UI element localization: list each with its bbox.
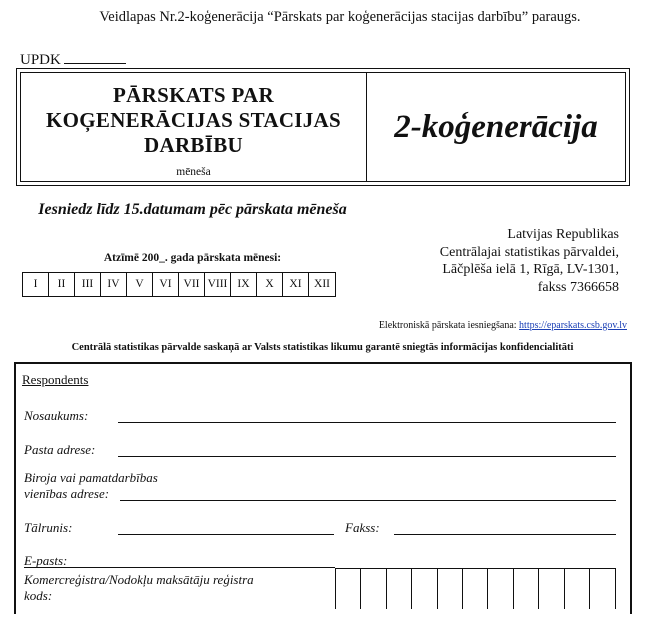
name-label: Nosaukums: xyxy=(24,408,89,423)
month-box-6[interactable]: VI xyxy=(153,273,179,296)
udpk-input-line[interactable] xyxy=(64,50,126,64)
registry-code-cell[interactable] xyxy=(438,569,463,609)
registry-code-cell[interactable] xyxy=(336,569,361,609)
registry-code-boxes xyxy=(335,568,616,609)
month-box-3[interactable]: III xyxy=(75,273,101,296)
month-box-5[interactable]: V xyxy=(127,273,153,296)
fax-field[interactable] xyxy=(394,534,616,535)
confidentiality-statement: Centrālā statistikas pārvalde saskaņā ar Valsts statistikas likumu garantē sniegtās informācijas konfidencialitāti xyxy=(71,342,574,353)
month-box-9[interactable]: IX xyxy=(231,273,257,296)
month-box-11[interactable]: XI xyxy=(283,273,309,296)
recipient-line-2: Centrālajai statistikas pārvaldei, xyxy=(439,244,619,260)
email-label: E-pasts: xyxy=(24,553,68,568)
recipient-address xyxy=(440,226,619,296)
registry-code-cell[interactable] xyxy=(539,569,564,609)
registry-code-cell[interactable] xyxy=(514,569,539,609)
eparskats-link[interactable]: https://eparskats.csb.gov.lv xyxy=(519,320,627,331)
month-selector xyxy=(22,272,336,297)
title-box-inner xyxy=(20,72,626,182)
postal-address-label: Pasta adrese: xyxy=(24,442,96,457)
month-box-7[interactable]: VII xyxy=(179,273,205,296)
udpk-label: UPDK xyxy=(20,52,61,68)
registry-code-cell[interactable] xyxy=(412,569,437,609)
recipient-line-1: Latvijas Republikas xyxy=(507,227,619,242)
registry-code-cell[interactable] xyxy=(361,569,386,609)
registry-code-label-line2: kods: xyxy=(24,588,53,603)
report-title: PĀRSKATS PAR KOĢENERĀCIJAS STACIJAS DARBĪBU xyxy=(45,83,342,157)
office-address-label-line2: vienības adrese: xyxy=(24,486,110,501)
email-field[interactable] xyxy=(24,567,335,568)
form-code: 2-koģenerācija xyxy=(394,108,598,145)
title-box xyxy=(16,68,630,186)
name-field[interactable] xyxy=(118,422,616,423)
postal-address-field[interactable] xyxy=(118,456,616,457)
udpk-field xyxy=(20,50,126,69)
title-left-panel xyxy=(21,73,367,181)
registry-code-label-line1: Komercreģistra/Nodokļu maksātāju reģistra xyxy=(24,572,254,587)
registry-code-cell[interactable] xyxy=(463,569,488,609)
electronic-submission xyxy=(379,320,627,331)
phone-label: Tālrunis: xyxy=(24,520,73,535)
respondent-heading: Respondents xyxy=(22,372,89,387)
registry-code-cell[interactable] xyxy=(387,569,412,609)
registry-code-cell[interactable] xyxy=(590,569,615,609)
recipient-line-4: fakss 7366658 xyxy=(537,279,619,295)
month-box-4[interactable]: IV xyxy=(101,273,127,296)
month-box-1[interactable]: I xyxy=(23,273,49,296)
report-period: mēneša xyxy=(176,166,211,178)
office-address-field[interactable] xyxy=(120,500,616,501)
month-box-10[interactable]: X xyxy=(257,273,283,296)
form-sample-note: Veidlapas Nr.2-koģenerācija “Pārskats par koģenerācijas stacijas darbību” paraugs. xyxy=(99,9,581,25)
office-address-label-line1: Biroja vai pamatdarbības xyxy=(24,470,158,485)
fax-label: Fakss: xyxy=(345,520,380,535)
registry-code-cell[interactable] xyxy=(488,569,513,609)
month-box-12[interactable]: XII xyxy=(314,278,330,290)
month-box-2[interactable]: II xyxy=(49,273,75,296)
electronic-submission-label: Elektroniskā pārskata iesniegšana: xyxy=(378,320,517,331)
registry-code-cell[interactable] xyxy=(565,569,590,609)
phone-field[interactable] xyxy=(118,534,334,535)
month-mark-instruction: Atzīmē 200_. gada pārskata mēnesi: xyxy=(103,252,282,264)
submission-deadline: Iesniedz līdz 15.datumam pēc pārskata mēneša xyxy=(38,201,347,218)
month-box-8[interactable]: VIII xyxy=(205,273,231,296)
recipient-line-3: Lāčplēša ielā 1, Rīgā, LV-1301, xyxy=(442,262,619,277)
